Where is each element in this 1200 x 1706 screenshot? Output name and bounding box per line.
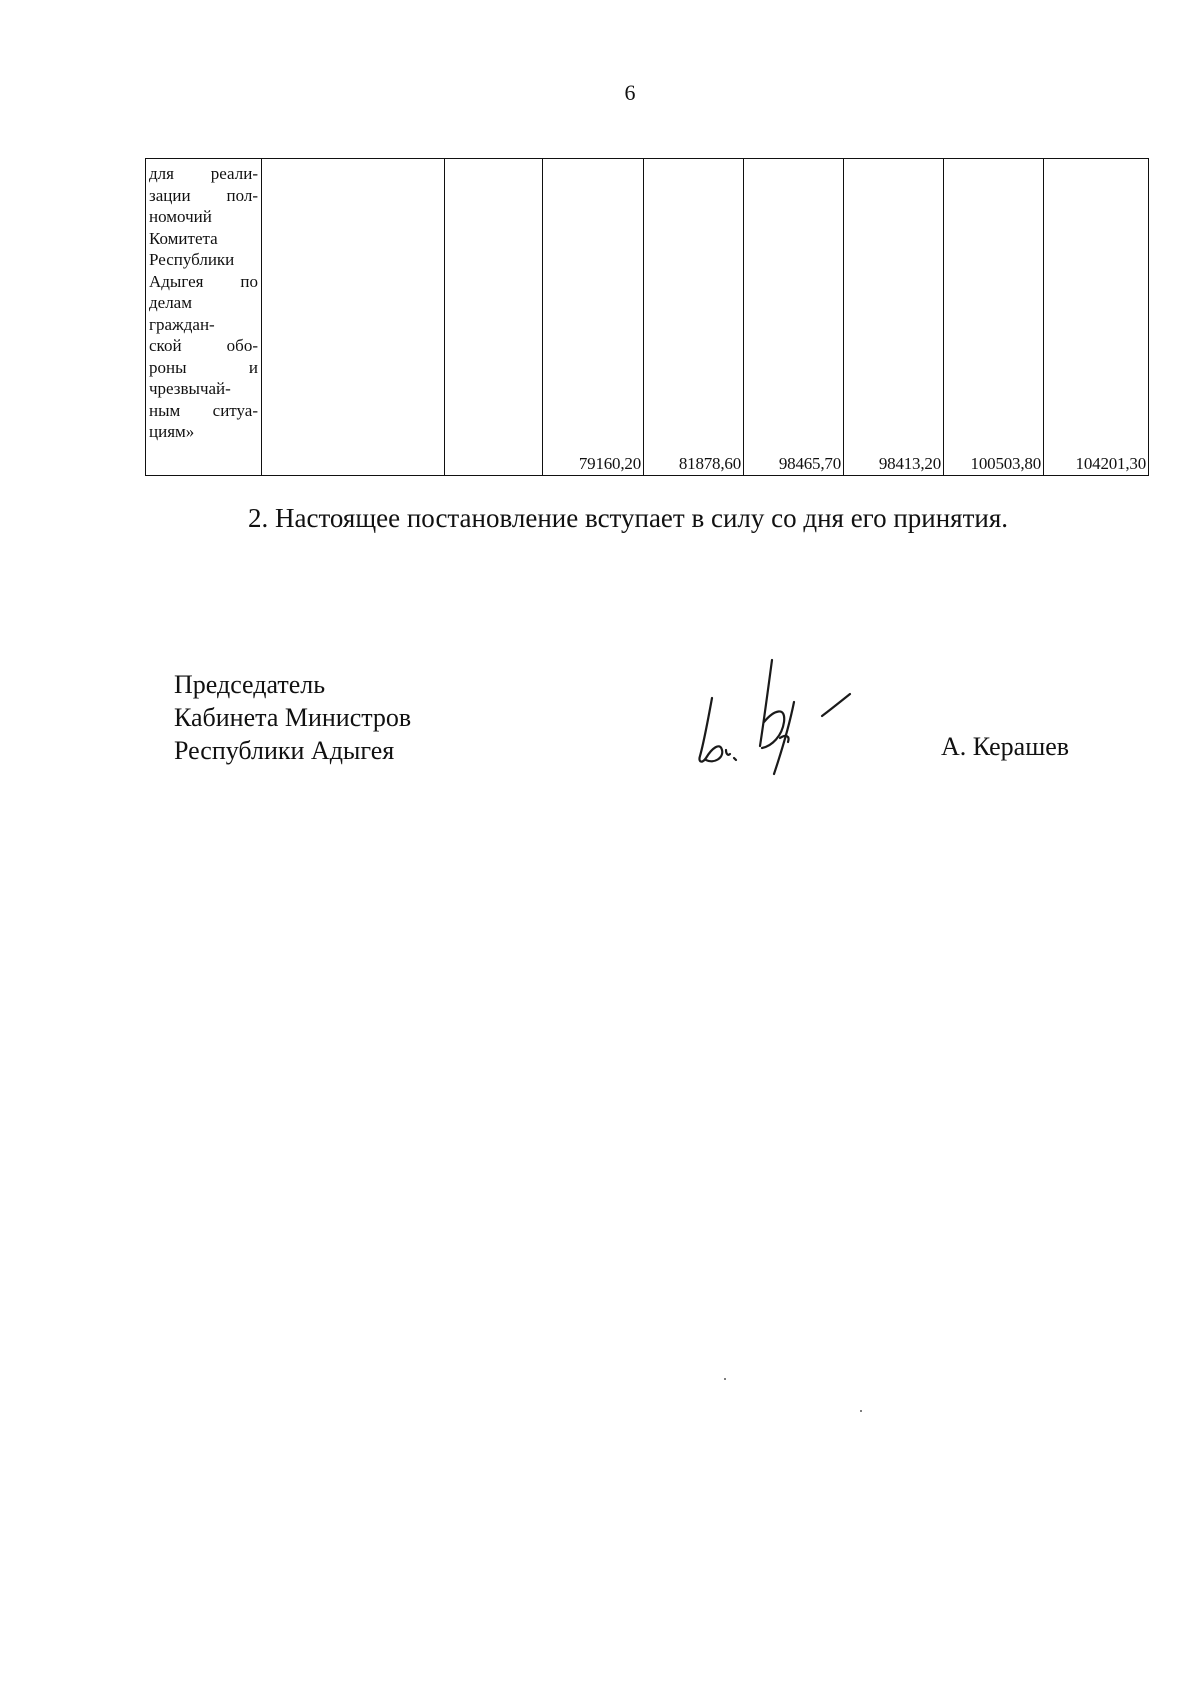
name-line: Комитета — [149, 228, 218, 248]
name-line: делам — [149, 293, 192, 312]
name-line: Адыгея по — [149, 271, 258, 291]
signer-title-line: Председатель — [174, 670, 326, 699]
name-line: граждан- — [149, 314, 215, 334]
signer-title-line: Кабинета Министров — [174, 703, 412, 732]
name-line: циям» — [149, 422, 195, 441]
name-line: Республики — [149, 250, 235, 269]
name-line: роны и — [149, 357, 258, 377]
table-row — [146, 159, 1149, 476]
name-line: номочий — [149, 207, 212, 226]
signer-title — [174, 668, 411, 767]
scan-speck — [724, 1378, 726, 1380]
value-cell: 81878,60 — [644, 159, 744, 476]
name-line: для реали- — [149, 164, 258, 183]
name-line: ской обо- — [149, 336, 258, 355]
name-line: ным ситуа- — [149, 400, 258, 420]
row-name-cell — [146, 159, 262, 476]
value-cell: 98413,20 — [844, 159, 944, 476]
signer-title-line: Республики Адыгея — [174, 736, 395, 765]
empty-cell — [262, 159, 445, 476]
scan-speck — [860, 1410, 862, 1412]
handwritten-signature — [690, 650, 870, 780]
value-cell: 79160,20 — [543, 159, 644, 476]
value-cell: 100503,80 — [944, 159, 1044, 476]
page-number: 6 — [624, 80, 636, 105]
value-cell: 104201,30 — [1044, 159, 1149, 476]
name-line: зации пол- — [149, 185, 258, 205]
name-line: чрезвычай- — [149, 379, 231, 398]
value-cell: 98465,70 — [744, 159, 844, 476]
budget-table — [145, 158, 1149, 476]
clause-2: 2. Настоящее постановление вступает в силу со дня его принятия. — [248, 503, 1009, 533]
signer-name: А. Керашев — [941, 732, 1070, 761]
empty-cell — [445, 159, 543, 476]
